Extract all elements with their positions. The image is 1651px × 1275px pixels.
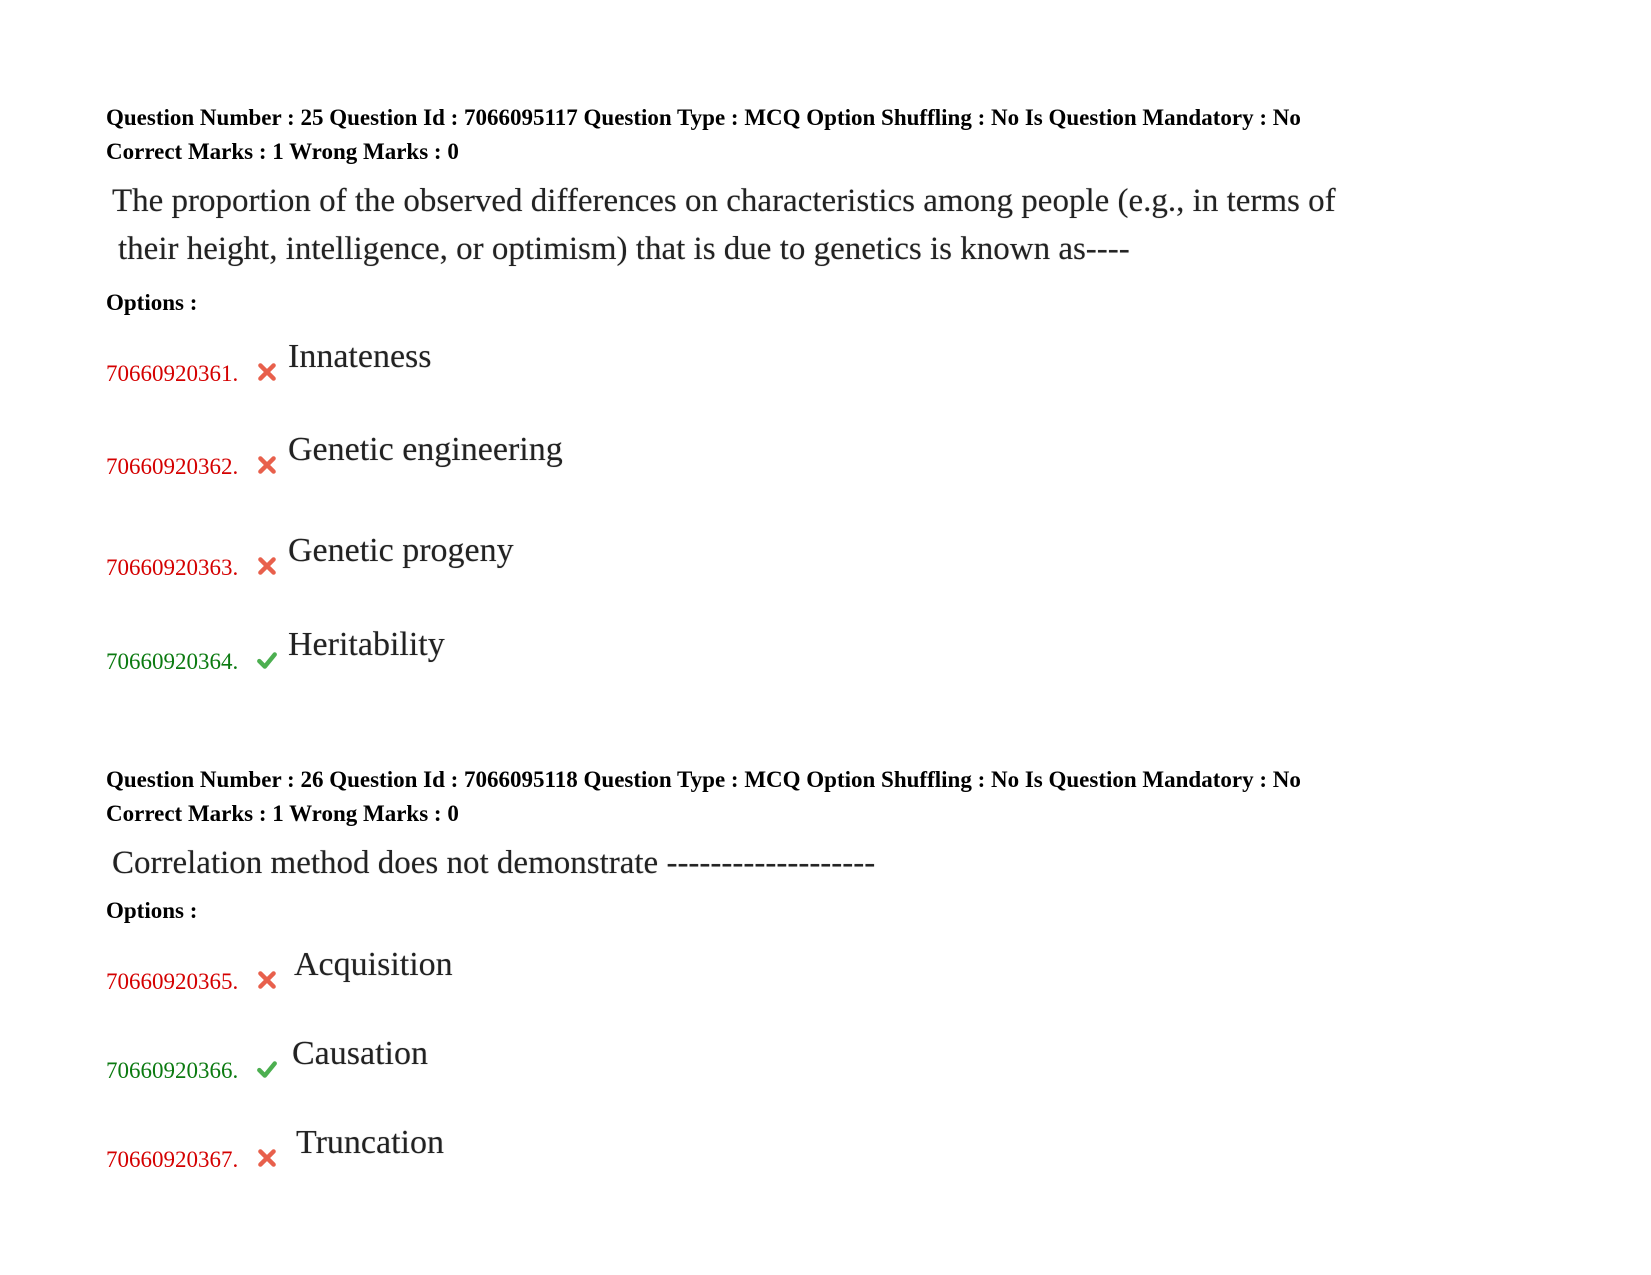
- question-25: [106, 101, 1586, 273]
- question-26: [106, 763, 1586, 887]
- option-text: Acquisition: [294, 946, 453, 983]
- option-text: Heritability: [288, 626, 445, 663]
- options-label: Options :: [106, 290, 198, 315]
- option-id: 70660920364.: [106, 649, 239, 674]
- option-id: 70660920366.: [106, 1058, 239, 1083]
- cross-icon: [256, 454, 278, 476]
- option-id: 70660920362.: [106, 454, 239, 479]
- check-icon: [256, 649, 278, 671]
- question-text: Correlation method does not demonstrate -------------------: [112, 845, 876, 881]
- option-text: Truncation: [296, 1124, 444, 1161]
- option-id: 70660920361.: [106, 361, 239, 386]
- cross-icon: [256, 361, 278, 383]
- option-text: Genetic engineering: [288, 431, 563, 468]
- question-meta: Question Number : 25 Question Id : 7066095117 Question Type : MCQ Option Shuffling : No Is Question Mandatory : No: [106, 105, 1301, 130]
- cross-icon: [256, 555, 278, 577]
- cross-icon: [256, 1147, 278, 1169]
- cross-icon: [256, 969, 278, 991]
- option-id: 70660920365.: [106, 969, 239, 994]
- option-id: 70660920363.: [106, 555, 239, 580]
- option-text: Innateness: [288, 338, 432, 375]
- question-marks: Correct Marks : 1 Wrong Marks : 0: [106, 139, 459, 164]
- options-label: Options :: [106, 898, 198, 923]
- option-id: 70660920367.: [106, 1147, 239, 1172]
- option-text: Causation: [292, 1035, 428, 1072]
- check-icon: [256, 1058, 278, 1080]
- question-marks: Correct Marks : 1 Wrong Marks : 0: [106, 801, 459, 826]
- question-meta: Question Number : 26 Question Id : 7066095118 Question Type : MCQ Option Shuffling : No Is Question Mandatory : No: [106, 767, 1301, 792]
- question-text: The proportion of the observed differences on characteristics among people (e.g., in terms of their height, intelligence, or optimism) that is due to genetics is known as----: [112, 183, 1336, 267]
- option-text: Genetic progeny: [288, 532, 514, 569]
